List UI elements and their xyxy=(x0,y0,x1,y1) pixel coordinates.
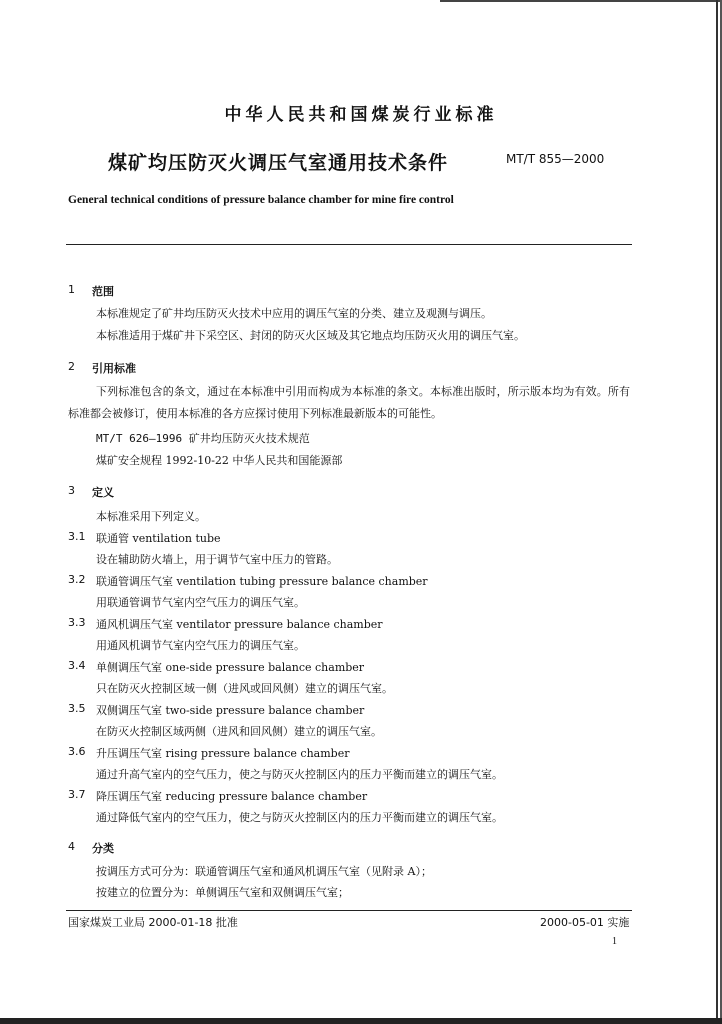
document-title: 煤矿均压防灭火调压气室通用技术条件 xyxy=(108,152,449,174)
header-rule xyxy=(66,244,632,245)
standard-code: MT/T 855—2000 xyxy=(506,152,605,166)
approval-date: 国家煤炭工业局 2000-01-18 批准 xyxy=(68,916,238,929)
section-3-title: 定义 xyxy=(92,486,114,499)
section-3-intro: 本标准采用下列定义。 xyxy=(96,510,206,523)
section-2-paragraph: 下列标准包含的条文，通过在本标准中引用而构成为本标准的条文。本标准出版时，所示版本均为有效。所有标准都会被修订，使用本标准的各方应探讨使用下列标准最新版本的可能性。 xyxy=(68,385,630,420)
section-4-paragraph-2: 按建立的位置分为：单侧调压气室和双侧调压气室； xyxy=(96,886,349,899)
definition-desc: 用通风机调节气室内空气压力的调压气室。 xyxy=(96,639,305,652)
english-title: General technical conditions of pressure balance chamber for mine fire control xyxy=(68,194,454,206)
section-1-number: 1 xyxy=(68,283,75,296)
definition-number: 3.3 xyxy=(68,616,86,629)
definition-number: 3.6 xyxy=(68,745,86,758)
scan-edge-right xyxy=(716,0,718,1024)
definition-number: 3.2 xyxy=(68,573,86,586)
page-number: 1 xyxy=(612,936,617,947)
definition-term: 升压调压气室 rising pressure balance chamber xyxy=(96,747,350,760)
footer-rule xyxy=(66,910,632,911)
definition-term: 通风机调压气室 ventilator pressure balance chamber xyxy=(96,618,383,631)
definition-desc: 在防灭火控制区域两侧（进风和回风侧）建立的调压气室。 xyxy=(96,725,382,738)
definition-desc: 只在防灭火控制区域一侧（进风或回风侧）建立的调压气室。 xyxy=(96,682,393,695)
definition-term: 单侧调压气室 one-side pressure balance chamber xyxy=(96,661,365,674)
reference-2: 煤矿安全规程 1992-10-22 中华人民共和国能源部 xyxy=(96,454,343,467)
definition-desc: 用联通管调节气室内空气压力的调压气室。 xyxy=(96,596,305,609)
definition-desc: 通过升高气室内的空气压力，使之与防灭火控制区内的压力平衡而建立的调压气室。 xyxy=(96,768,503,781)
section-4-paragraph-1: 按调压方式可分为：联通管调压气室和通风机调压气室（见附录 A）； xyxy=(96,865,432,878)
reference-1: MT/T 626—1996 矿井均压防灭火技术规范 xyxy=(96,432,310,445)
standard-org-heading: 中华人民共和国煤炭行业标准 xyxy=(224,105,498,125)
section-1-paragraph-2: 本标准适用于煤矿井下采空区、封闭的防灭火区域及其它地点均压防灭火用的调压气室。 xyxy=(96,329,525,342)
implementation-date: 2000-05-01 实施 xyxy=(540,916,630,929)
definition-desc: 设在辅助防火墙上，用于调节气室中压力的管路。 xyxy=(96,553,338,566)
section-2-title: 引用标准 xyxy=(92,362,136,375)
section-4-number: 4 xyxy=(68,840,75,853)
section-1-title: 范围 xyxy=(92,285,114,298)
scan-edge-top xyxy=(440,0,722,2)
definition-number: 3.1 xyxy=(68,530,86,543)
section-1-paragraph-1: 本标准规定了矿井均压防灭火技术中应用的调压气室的分类、建立及观测与调压。 xyxy=(96,307,492,320)
definition-term: 联通管 ventilation tube xyxy=(96,532,221,545)
scan-edge-bottom xyxy=(0,1018,722,1024)
definition-term: 降压调压气室 reducing pressure balance chamber xyxy=(96,790,368,803)
section-3-number: 3 xyxy=(68,484,75,497)
definition-desc: 通过降低气室内的空气压力，使之与防灭火控制区内的压力平衡而建立的调压气室。 xyxy=(96,811,503,824)
section-4-title: 分类 xyxy=(92,842,114,855)
section-2-number: 2 xyxy=(68,360,75,373)
definition-number: 3.7 xyxy=(68,788,86,801)
definition-term: 联通管调压气室 ventilation tubing pressure balance chamber xyxy=(96,575,428,588)
definition-number: 3.4 xyxy=(68,659,86,672)
definition-term: 双侧调压气室 two-side pressure balance chamber xyxy=(96,704,365,717)
definition-number: 3.5 xyxy=(68,702,86,715)
